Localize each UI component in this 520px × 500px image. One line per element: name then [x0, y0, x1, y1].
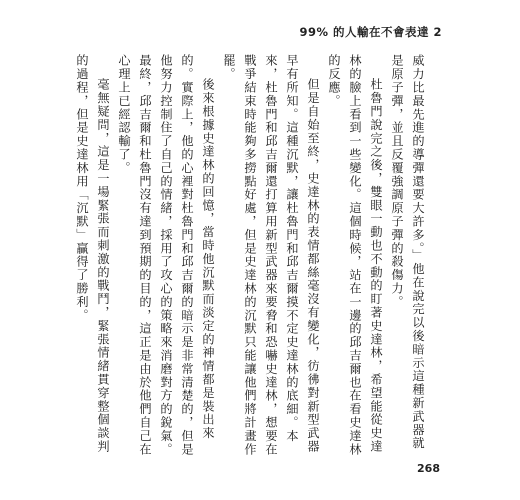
running-header: 99% 的人輸在不會表達 2 [299, 25, 442, 39]
paragraph: 後來根據史達林的回憶，當時他沉默而淡定的神情都是裝出來的。實際上，他的心裡對杜魯門和邱吉爾的暗示是非常清楚的，但是他努力控制住了自己的情緒，採用了攻心的策略來消磨對方的銳氣。最終，邱吉爾和杜魯門沒有達到預期的目的，這正是由於他們自己在心理上已經認輸了。 [117, 54, 215, 456]
paragraph: 毫無疑問，這是一場緊張而刺激的戰鬥，緊張情緒貫穿整個談判的過程，但是史達林用「沉默」贏得了勝利。 [75, 54, 110, 454]
paragraph: 但是自始至終，史達林的表情都絲毫沒有變化，彷彿對新型武器早有所知。這種沉默，讓杜魯門和邱吉爾摸不定史達林的底細。本來，杜魯門和邱吉爾還打算用新型武器來要脅和恐嚇史達林，想要在戰爭結束時能夠多撈點好處，但是史達林的沉默只能讓他們將計畫作罷。 [222, 54, 320, 456]
paragraph: 威力比最先進的導彈還要大許多。」他在說完以後暗示這種新武器就是原子彈，並且反覆強調原子彈的殺傷力。 [390, 54, 425, 450]
paragraph: 杜魯門說完之後，雙眼一動也不動的盯著史達林，希望能從史達林的臉上看到一些變化。這個時候，站在一邊的邱吉爾也在看史達林的反應。 [327, 54, 383, 456]
vertical-body-text [71, 54, 428, 462]
page-number: 268 [417, 462, 440, 475]
